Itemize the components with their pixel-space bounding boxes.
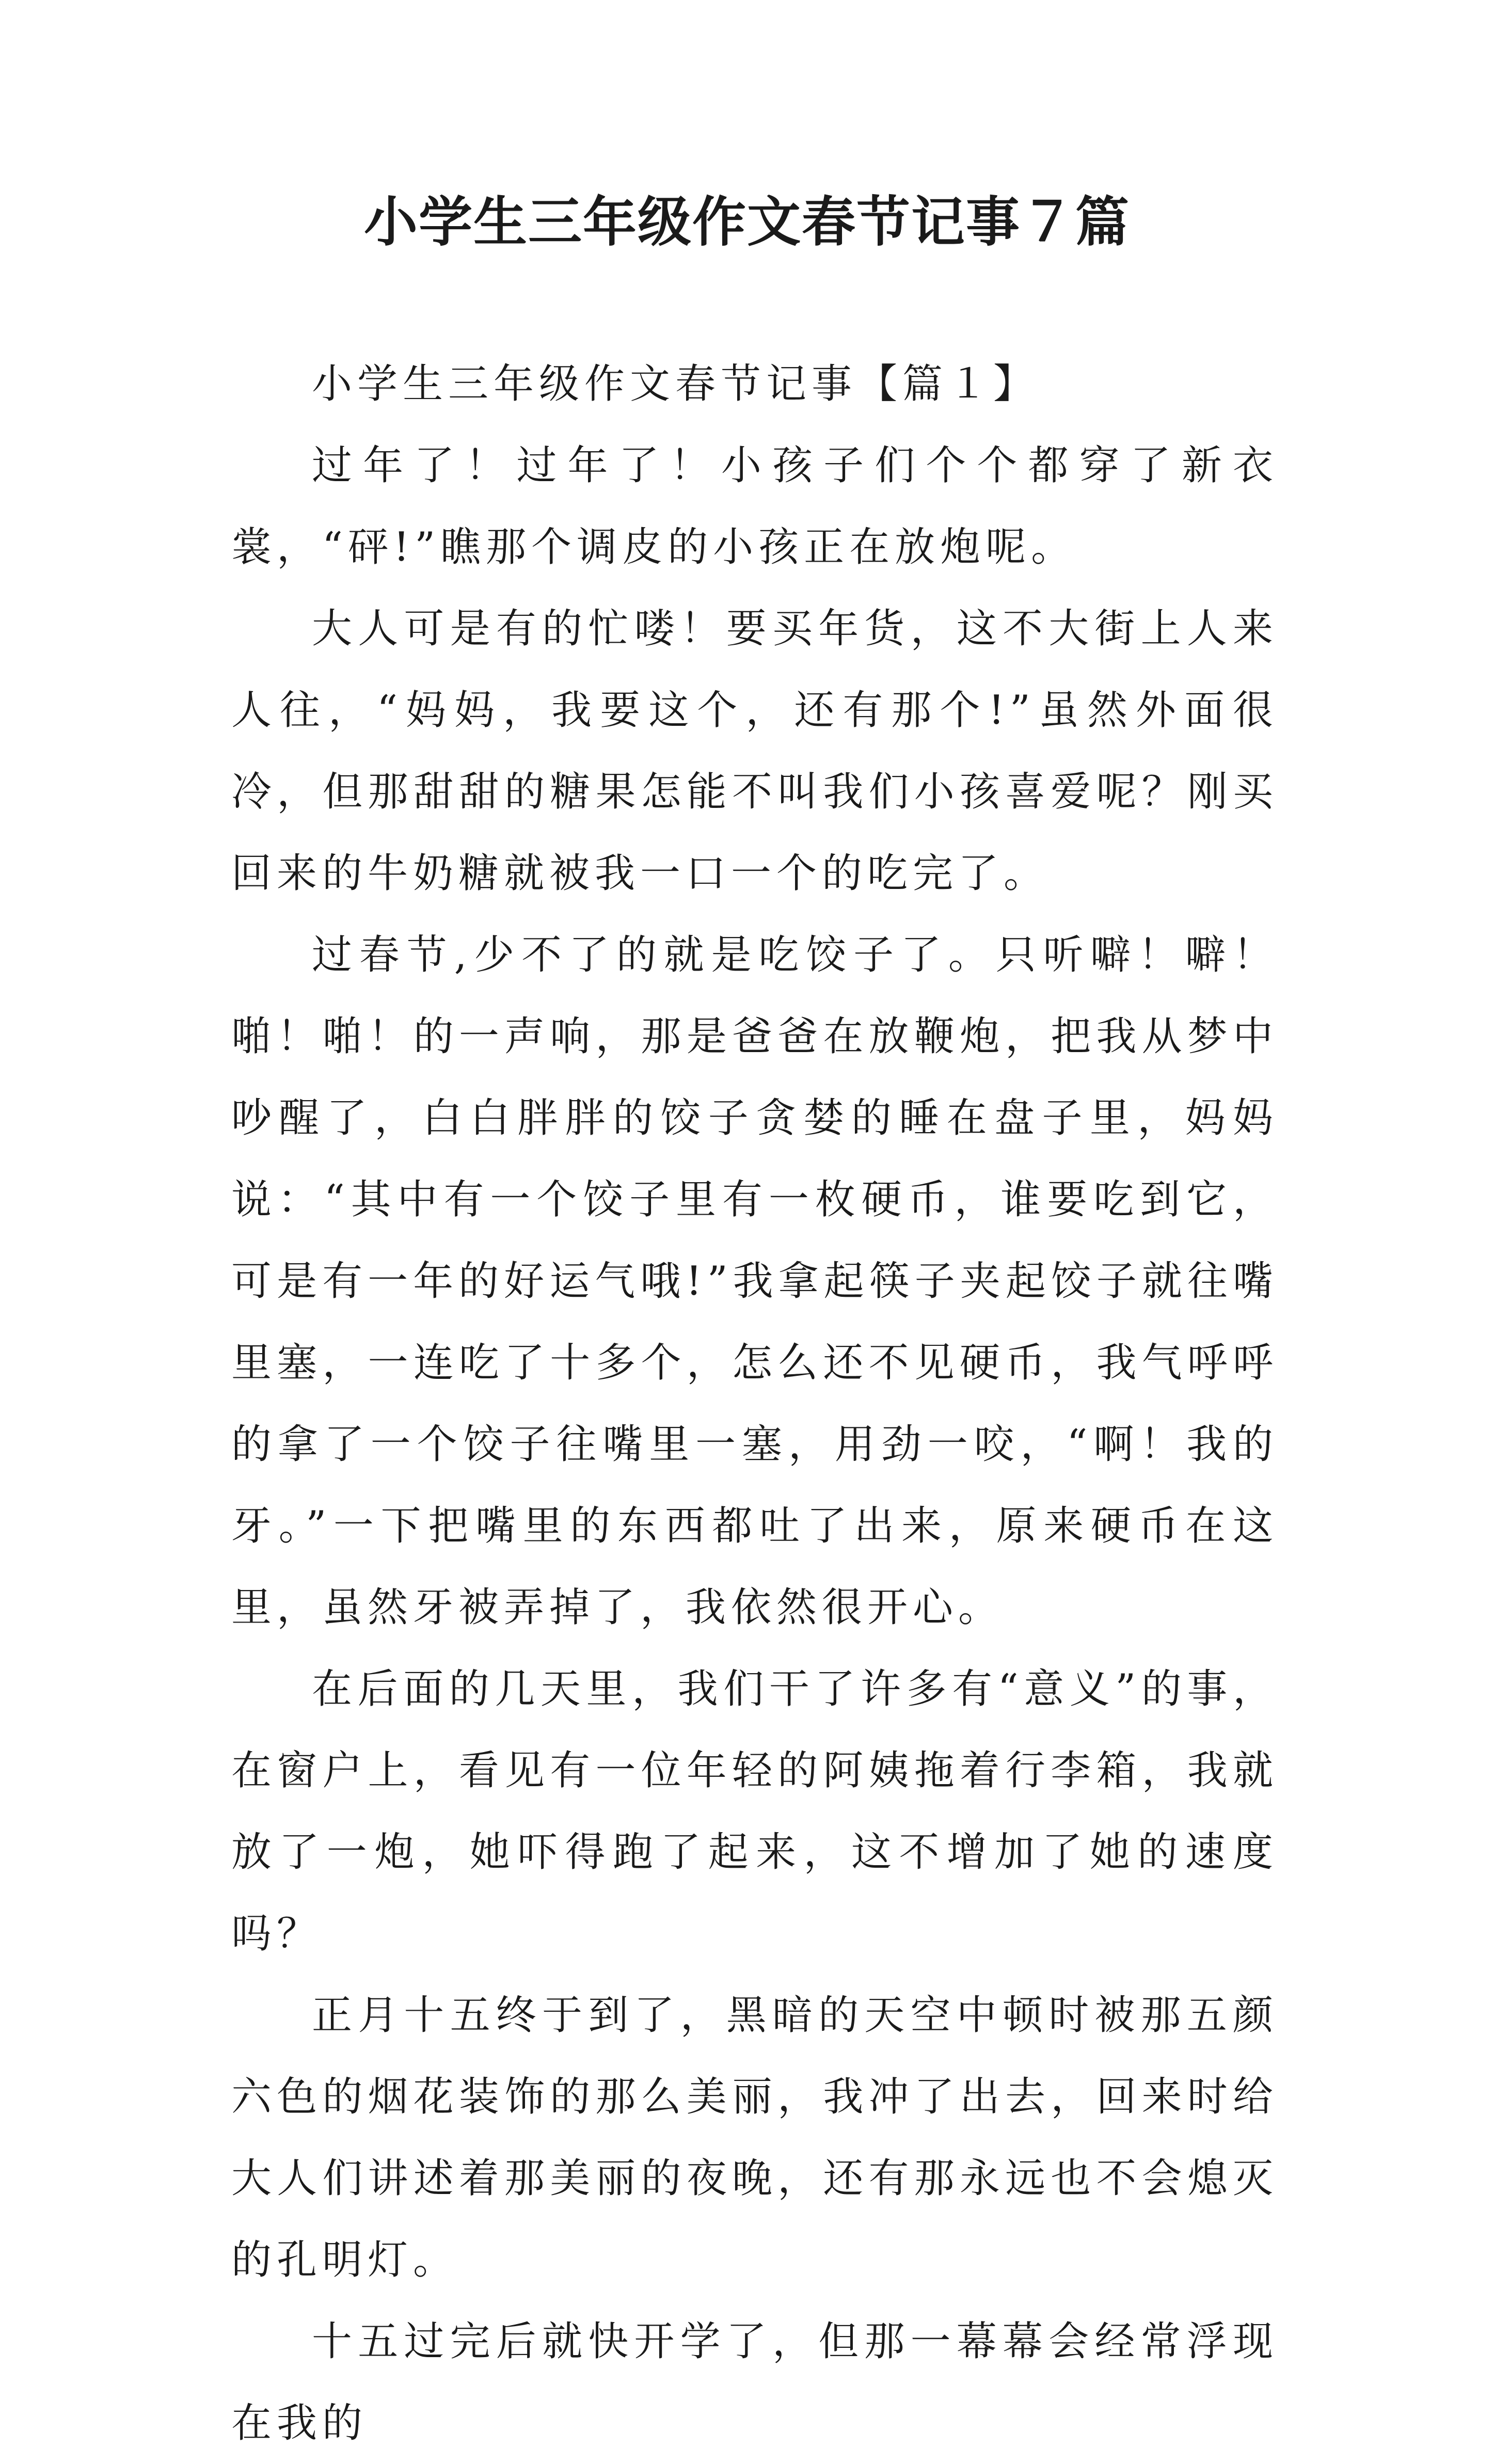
paragraph: 大人可是有的忙喽！要买年货，这不大街上人来人往，“妈妈，我要这个，还有那个!”虽然外面很冷，但那甜甜的糖果怎能不叫我们小孩喜爱呢？刚买回来的牛奶糖就被我一口一个的吃完了。 bbox=[231, 606, 1278, 897]
document-body bbox=[231, 343, 1278, 2464]
paragraph: 正月十五终于到了，黑暗的天空中顿时被那五颜六色的烟花装饰的那么美丽，我冲了出去，回来时给大人们讲述着那美丽的夜晚，还有那永远也不会熄灭的孔明灯。 bbox=[231, 1992, 1278, 2283]
section-heading: 小学生三年级作文春节记事【篇１】 bbox=[312, 361, 1039, 407]
paragraph: 过年了！过年了！小孩子们个个都穿了新衣裳，“砰!”瞧那个调皮的小孩正在放炮呢。 bbox=[231, 442, 1278, 570]
paragraph: 过春节,少不了的就是吃饺子了。只听噼！噼！啪！啪！的一声响，那是爸爸在放鞭炮，把我从梦中吵醒了，白白胖胖的饺子贪婪的睡在盘子里，妈妈说：“其中有一个饺子里有一枚硬币，谁要吃到它，可是有一年的好运气哦!”我拿起筷子夹起饺子就往嘴里塞，一连吃了十多个，怎么还不见硬币，我气呼呼的拿了一个饺子往嘴里一塞，用劲一咬，“啊！我的牙。”一下把嘴里的东西都吐了出来，原来硬币在这里，虽然牙被弄掉了，我依然很开心。 bbox=[231, 932, 1278, 1631]
paragraph: 十五过完后就快开学了，但那一幕幕会经常浮现在我的 bbox=[231, 2318, 1278, 2446]
paragraph: 在后面的几天里，我们干了许多有“意义”的事，在窗户上，看见有一位年轻的阿姨拖着行李箱，我就放了一炮，她吓得跑了起来，这不增加了她的速度吗？ bbox=[231, 1666, 1278, 1957]
document-title: 小学生三年级作文春节记事７篇 bbox=[363, 190, 1130, 253]
